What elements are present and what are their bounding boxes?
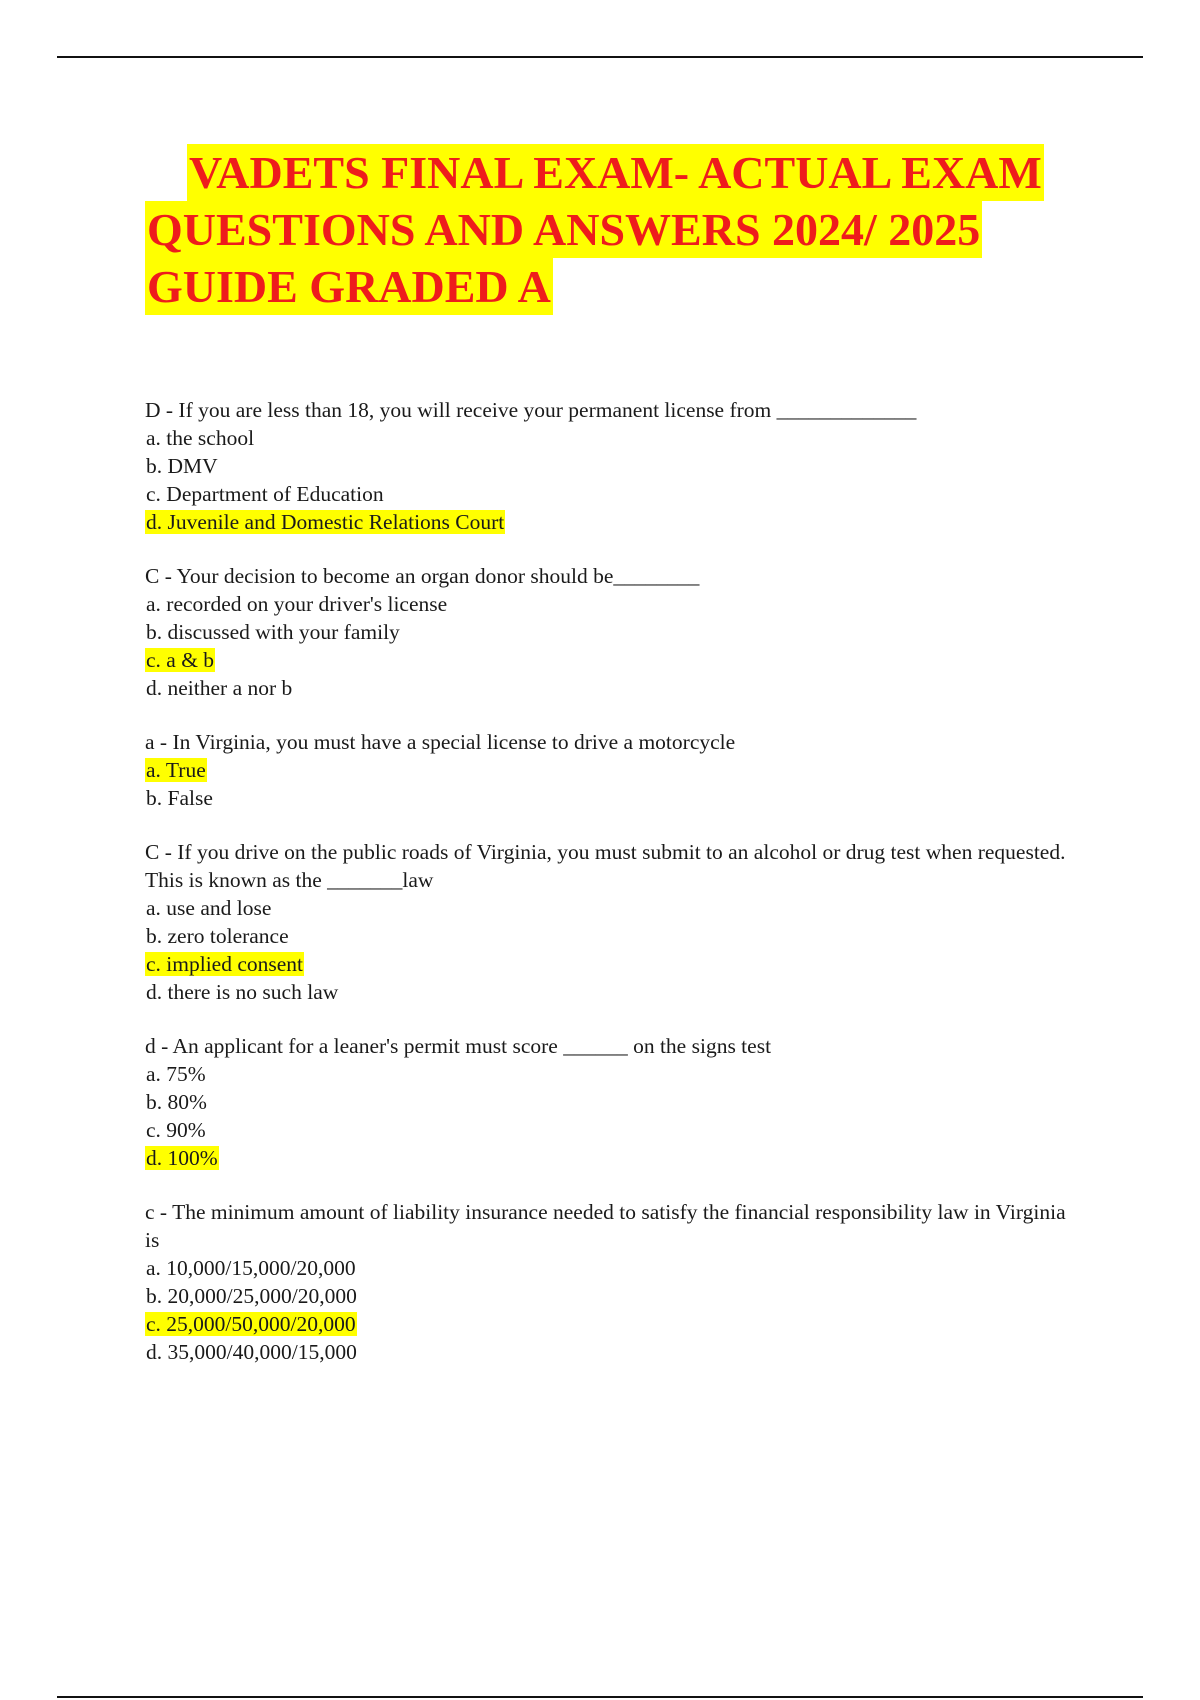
answer-option [145,674,1085,702]
answer-option-correct [145,508,1085,536]
question-list [145,396,1085,1392]
answer-option [145,894,1085,922]
answer-option-correct [145,1310,1085,1338]
answer-option-correct [145,950,1085,978]
answer-option [145,1282,1085,1310]
answer-option [145,590,1085,618]
answer-option-label: c. 90% [146,1118,206,1142]
bottom-rule [57,1696,1143,1698]
answer-option [145,618,1085,646]
question-block [145,562,1085,702]
answer-option [145,452,1085,480]
question-block [145,838,1085,1006]
answer-option [145,922,1085,950]
question-text: D - If you are less than 18, you will receive your permanent license from _____________ [145,398,917,422]
answer-option-label: b. DMV [146,454,218,478]
answer-option [145,1338,1085,1366]
answer-option [145,1060,1085,1088]
answer-option [145,1254,1085,1282]
question-block [145,396,1085,536]
title-line-1: VADETS FINAL EXAM- ACTUAL EXAM [187,144,1044,201]
answer-option-label: b. 80% [146,1090,207,1114]
answer-option-label: b. 20,000/25,000/20,000 [146,1284,357,1308]
answer-option-label: d. Juvenile and Domestic Relations Court [146,510,505,534]
top-rule [57,56,1143,58]
answer-option-correct [145,756,1085,784]
answer-option [145,480,1085,508]
answer-option [145,978,1085,1006]
answer-option-label: d. 35,000/40,000/15,000 [146,1340,357,1364]
question-text: C - Your decision to become an organ donor should be________ [145,564,700,588]
question-block [145,1032,1085,1172]
answer-option-label: b. False [146,786,213,810]
answer-option-label: a. True [146,758,206,782]
answer-option-label: d. there is no such law [146,980,339,1004]
question-text: d - An applicant for a leaner's permit must score ______ on the signs test [145,1034,772,1058]
answer-option-label: b. discussed with your family [146,620,400,644]
question-block [145,728,1085,812]
answer-option-label: c. Department of Education [146,482,384,506]
answer-option-label: c. a & b [146,648,215,672]
answer-option-label: a. recorded on your driver's license [146,592,448,616]
answer-option [145,1088,1085,1116]
answer-option [145,1116,1085,1144]
answer-option-label: a. 75% [146,1062,206,1086]
question-text: C - If you drive on the public roads of Virginia, you must submit to an alcohol or drug test when requested. This is known as the _______law [145,840,1066,892]
answer-option-label: d. 100% [146,1146,218,1170]
answer-option-label: d. neither a nor b [146,676,293,700]
answer-option-label: a. use and lose [146,896,272,920]
answer-option [145,784,1085,812]
document-title [145,144,1085,315]
answer-option-correct [145,646,1085,674]
title-line-2: QUESTIONS AND ANSWERS 2024/ 2025 [145,201,982,258]
question-text: a - In Virginia, you must have a special license to drive a motorcycle [145,730,736,754]
answer-option-label: c. 25,000/50,000/20,000 [146,1312,356,1336]
answer-option-label: c. implied consent [146,952,304,976]
title-line-3: GUIDE GRADED A [145,258,553,315]
answer-option-label: b. zero tolerance [146,924,289,948]
question-block [145,1198,1085,1366]
question-text: c - The minimum amount of liability insurance needed to satisfy the financial responsibility law in Virginia is [145,1200,1066,1252]
answer-option-label: a. the school [146,426,255,450]
answer-option-label: a. 10,000/15,000/20,000 [146,1256,356,1280]
answer-option [145,424,1085,452]
answer-option-correct [145,1144,1085,1172]
